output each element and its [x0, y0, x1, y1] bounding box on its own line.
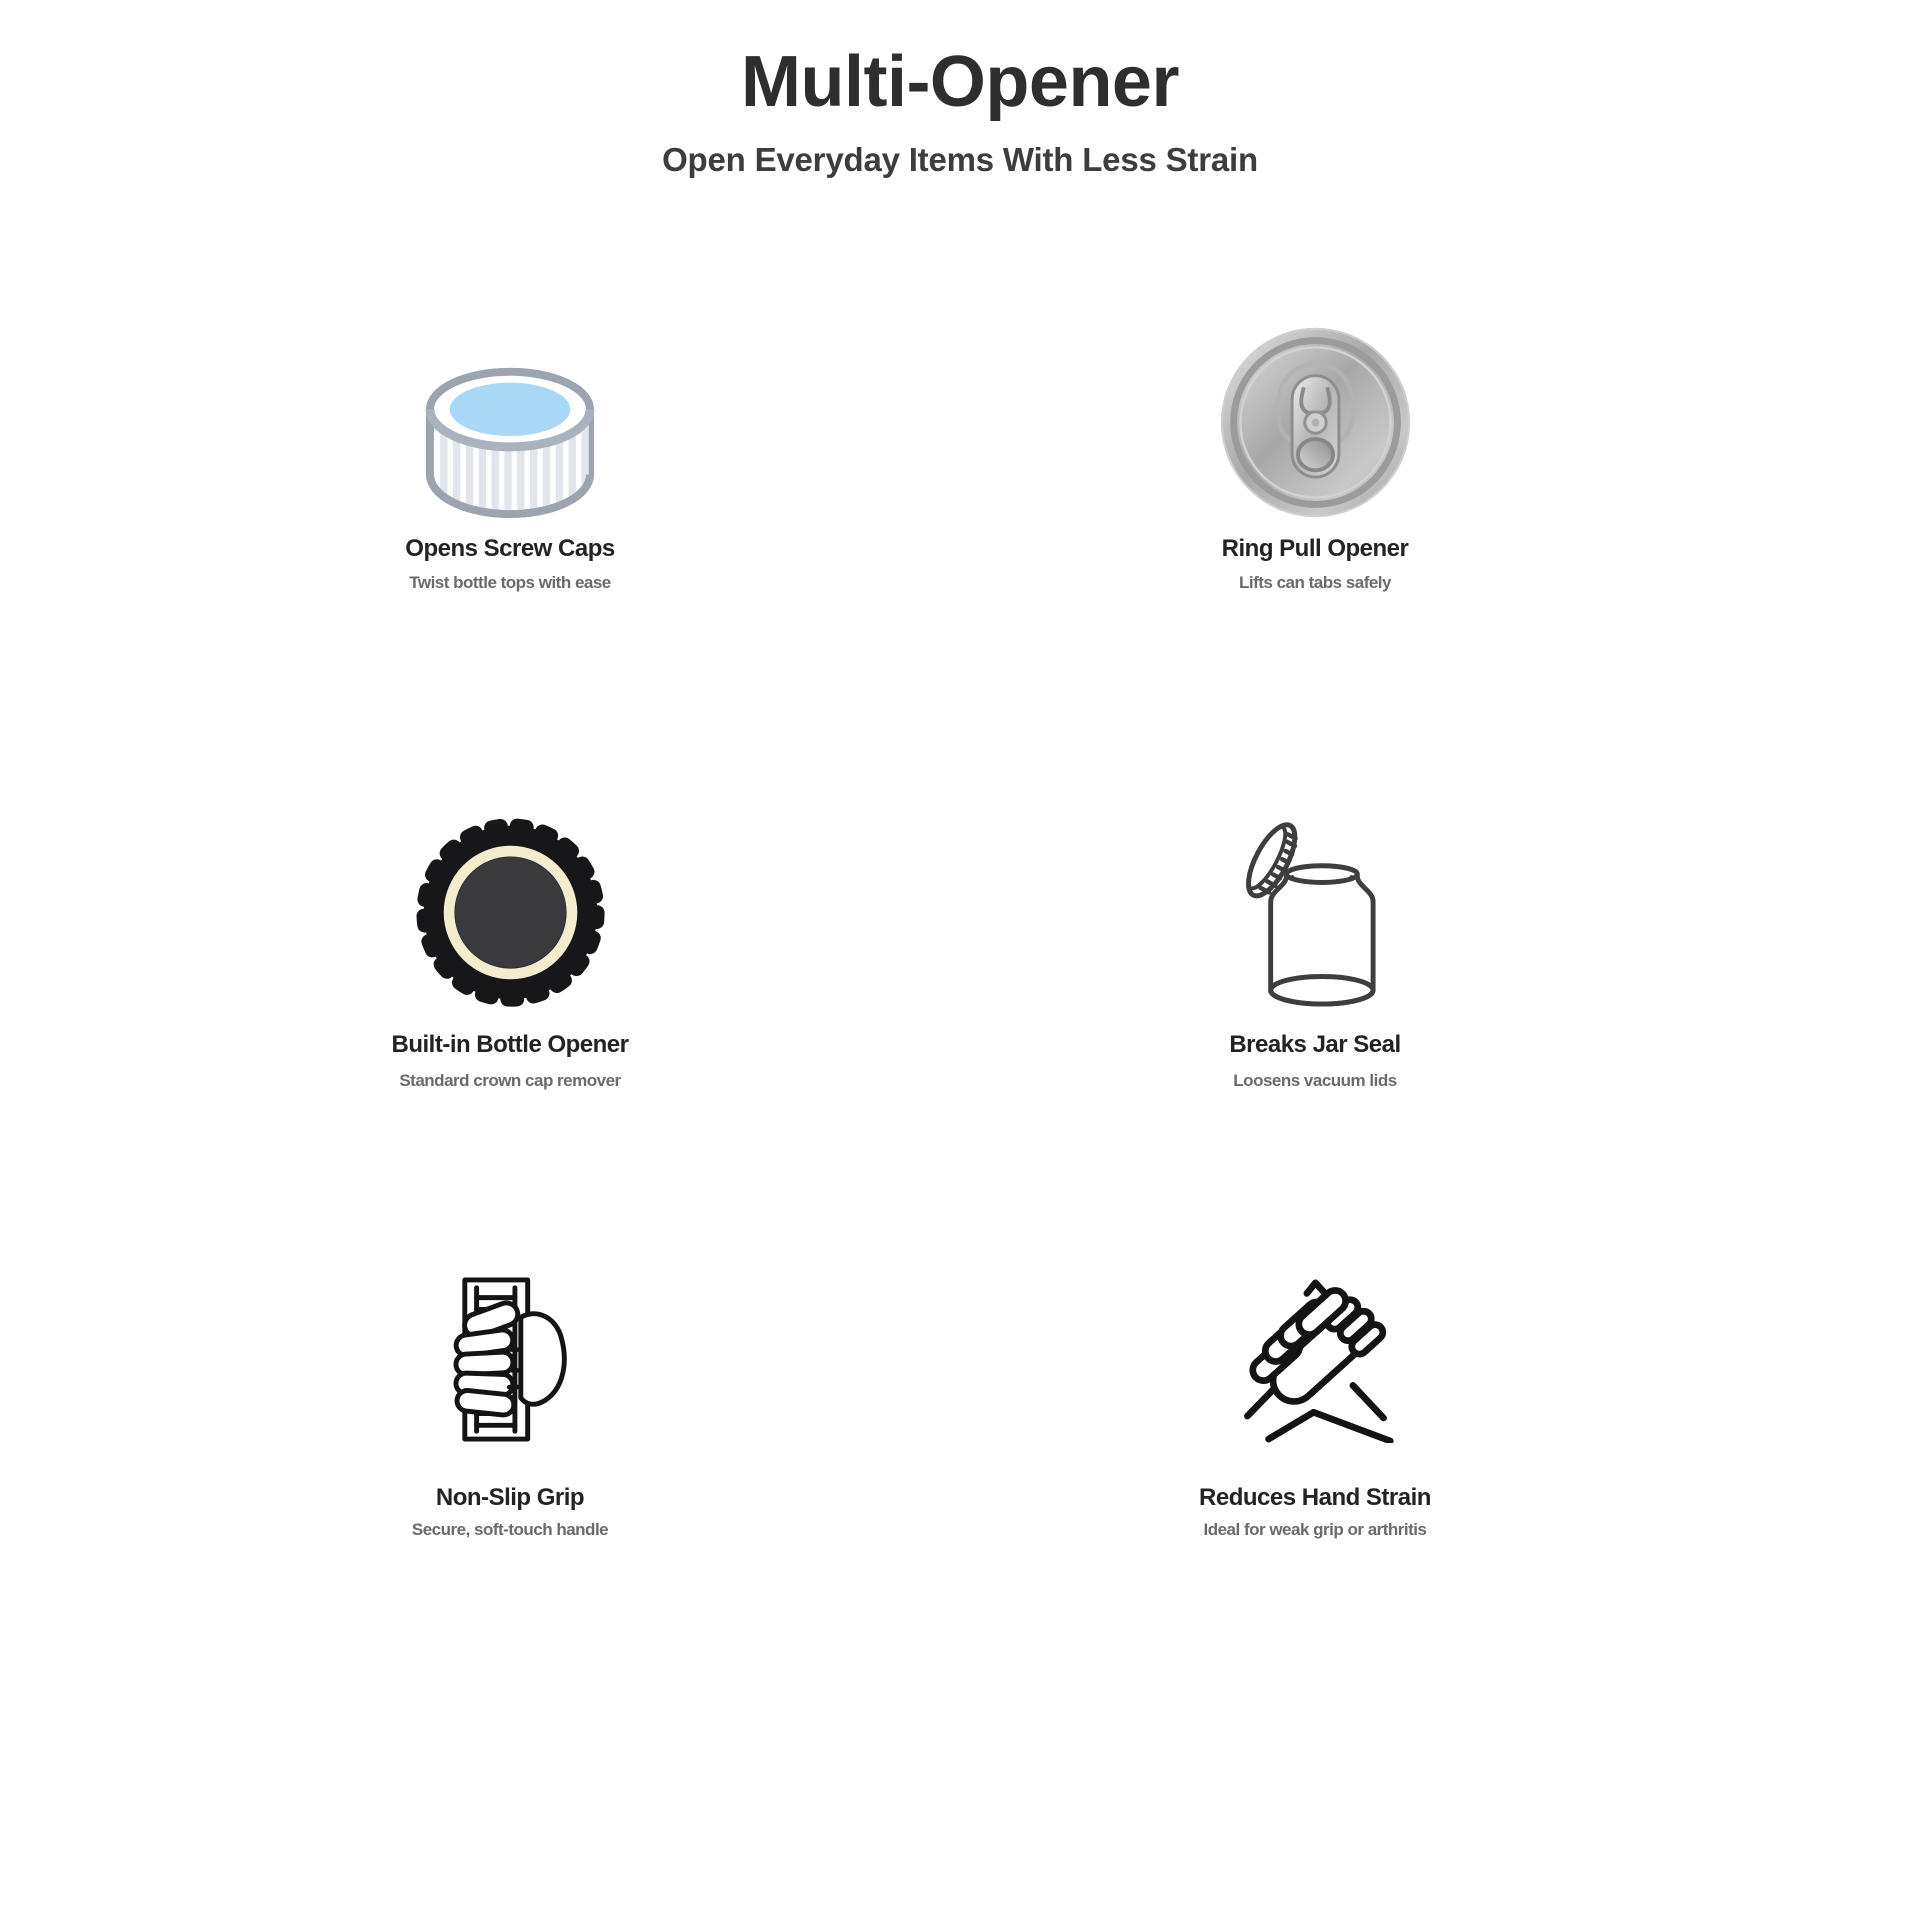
features-row-1 [210, 325, 1920, 594]
ring-pull-icon [1218, 325, 1413, 520]
page-title: Multi-Opener [741, 42, 1179, 122]
feature-subtitle: Lifts can tabs safely [1238, 573, 1391, 592]
feature-title: Reduces Hand Strain [1199, 1484, 1431, 1511]
jar-seal-icon [1241, 817, 1389, 1010]
feature-title: Breaks Jar Seal [1229, 1031, 1401, 1058]
feature-breaks-jar-seal [1015, 815, 1615, 1092]
grip-hand-icon [452, 1276, 568, 1443]
features-row-3 [210, 1275, 1920, 1541]
feature-title: Ring Pull Opener [1221, 535, 1409, 562]
feature-title: Opens Screw Caps [405, 535, 615, 562]
feature-ring-pull-opener [1015, 325, 1615, 594]
feature-subtitle: Standard crown cap remover [399, 1071, 621, 1090]
page-subtitle: Open Everyday Items With Less Strain [662, 141, 1258, 178]
icon-box [420, 325, 600, 520]
feature-reduces-hand-strain [1015, 1275, 1615, 1541]
feature-subtitle: Secure, soft-touch handle [411, 1520, 609, 1539]
icon-box [413, 815, 608, 1010]
feature-title: Built-in Bottle Opener [391, 1031, 629, 1058]
icon-box [1241, 815, 1389, 1010]
icon-box [452, 1275, 568, 1443]
feature-bottle-opener [210, 815, 810, 1092]
clasped-hands-icon [1234, 1276, 1397, 1443]
icon-box [1234, 1275, 1397, 1443]
feature-non-slip-grip [210, 1275, 810, 1541]
screw-cap-icon [420, 356, 600, 520]
feature-subtitle: Loosens vacuum lids [1233, 1071, 1397, 1090]
bottle-cap-icon [413, 815, 608, 1010]
feature-opens-screw-caps [210, 325, 810, 594]
icon-box [1218, 325, 1413, 520]
features-row-2 [210, 815, 1920, 1092]
feature-subtitle: Twist bottle tops with ease [409, 573, 611, 592]
header [0, 0, 1920, 180]
feature-subtitle: Ideal for weak grip or arthritis [1203, 1520, 1427, 1539]
feature-title: Non-Slip Grip [435, 1484, 585, 1511]
